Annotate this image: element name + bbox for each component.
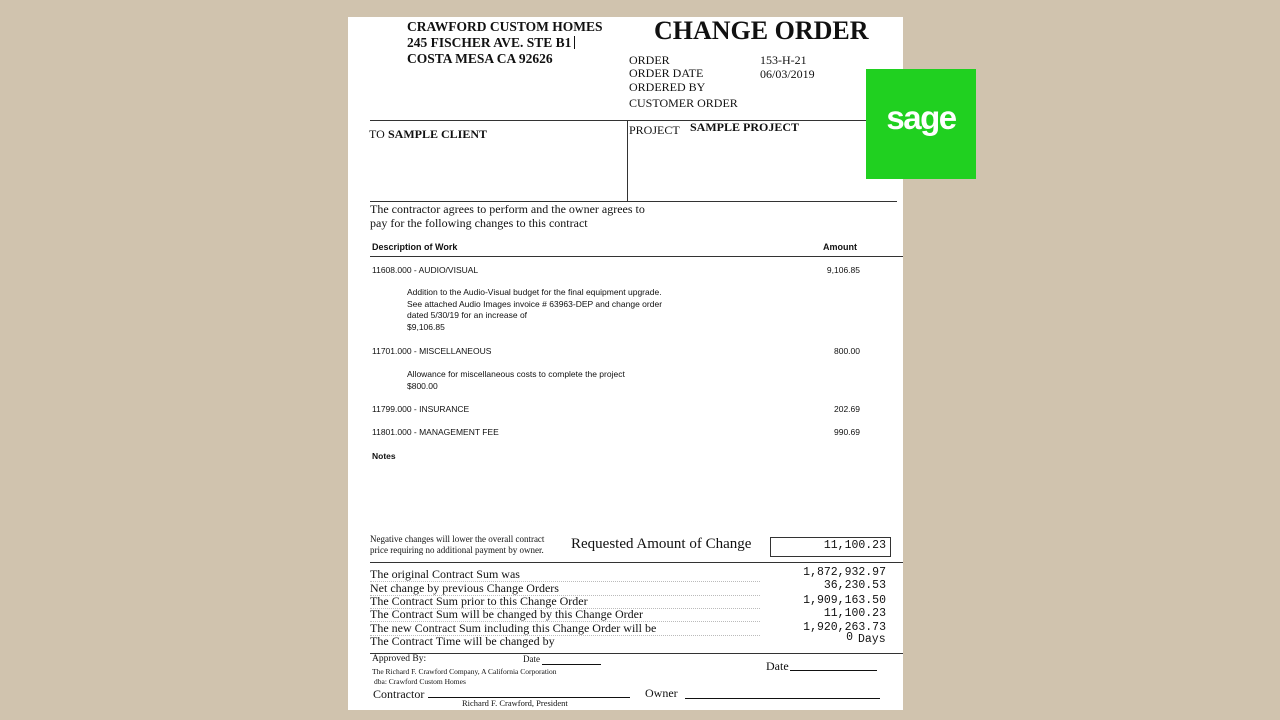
summary-value: 36,230.53 <box>823 579 886 592</box>
text-cursor <box>574 36 575 49</box>
company-street: 245 FISCHER AVE. STE B1 <box>407 35 572 50</box>
summary-value: 1,909,163.50 <box>803 594 886 607</box>
summary-label: The new Contract Sum including this Change Order will be <box>370 621 657 635</box>
item-detail: $9,106.85 <box>407 321 445 332</box>
summary-label: The Contract Sum will be changed by this Change Order <box>370 607 643 621</box>
approval-date-line <box>542 664 601 665</box>
contract-time-value: 0 <box>846 631 853 644</box>
to-client-name: SAMPLE CLIENT <box>388 127 488 141</box>
summary-value: 1,920,263.73 <box>803 621 886 634</box>
contractor-name: Richard F. Crawford, President <box>462 698 568 708</box>
item-detail: dated 5/30/19 for an increase of <box>407 310 528 320</box>
amount-column-header: Amount <box>823 242 857 252</box>
item-amount: 800.00 <box>834 346 860 356</box>
to-label: TO <box>369 127 385 141</box>
contractor-label: Contractor <box>373 687 425 701</box>
item-amount: 202.69 <box>834 404 860 414</box>
divider-line <box>370 653 903 654</box>
summary-label: The original Contract Sum was <box>370 567 520 581</box>
item-description: 11608.000 - AUDIO/VISUAL <box>372 265 479 275</box>
order-number: 153-H-21 <box>760 53 807 67</box>
item-detail: $800.00 <box>407 380 438 391</box>
negative-note-line-1: Negative changes will lower the overall contract <box>370 534 545 544</box>
company-dba: dba: Crawford Custom Homes <box>374 677 466 686</box>
order-date: 06/03/2019 <box>760 67 815 81</box>
order-date-label: ORDER DATE <box>629 66 704 80</box>
ordered-by-label: ORDERED BY <box>629 80 706 94</box>
notes-label: Notes <box>372 451 396 461</box>
company-legal-name: The Richard F. Crawford Company, A California Corporation <box>372 667 557 676</box>
item-description: 11801.000 - MANAGEMENT FEE <box>372 427 499 437</box>
negative-note-line-2: price requiring no additional payment by owner. <box>370 545 544 555</box>
project-name: SAMPLE PROJECT <box>690 120 800 134</box>
requested-amount-label: Requested Amount of Change <box>571 536 752 552</box>
owner-date-label: Date <box>766 659 789 673</box>
divider-line <box>370 562 903 563</box>
item-amount: 990.69 <box>834 427 860 437</box>
owner-signature-line <box>685 698 880 699</box>
item-amount: 9,106.85 <box>826 265 860 275</box>
description-column-header: Description of Work <box>372 242 458 252</box>
summary-value: 1,872,932.97 <box>803 566 886 579</box>
approved-by-label: Approved By: <box>372 654 427 664</box>
summary-label: Net change by previous Change Orders <box>370 581 559 595</box>
order-label: ORDER <box>629 53 670 67</box>
owner-label: Owner <box>645 686 678 700</box>
owner-date-line <box>790 670 877 671</box>
item-description: 11799.000 - INSURANCE <box>372 404 470 414</box>
company-city: COSTA MESA CA 92626 <box>407 51 553 66</box>
project-label: PROJECT <box>629 123 680 137</box>
contract-time-unit: Days <box>858 633 886 646</box>
document-title: CHANGE ORDER <box>654 17 869 45</box>
change-order-document <box>348 17 903 710</box>
company-name: CRAWFORD CUSTOM HOMES <box>407 19 603 34</box>
item-detail: Addition to the Audio-Visual budget for the final equipment upgrade. <box>407 287 662 297</box>
requested-amount-value: 11,100.23 <box>823 539 886 552</box>
approval-date-label: Date <box>523 654 540 664</box>
requested-amount-box <box>770 537 891 557</box>
agreement-line-1: The contractor agrees to perform and the owner agrees to <box>370 202 645 216</box>
item-description: 11701.000 - MISCELLANEOUS <box>372 346 492 356</box>
summary-label: The Contract Time will be changed by <box>370 634 555 648</box>
item-detail: Allowance for miscellaneous costs to complete the project <box>407 369 625 379</box>
customer-order-label: CUSTOMER ORDER <box>629 96 738 110</box>
table-header-line <box>370 256 903 257</box>
item-detail: See attached Audio Images invoice # 63963-DEP and change order <box>407 298 663 309</box>
divider-line <box>627 120 628 201</box>
summary-value: 11,100.23 <box>823 607 886 620</box>
sage-logo <box>866 69 976 179</box>
summary-label: The Contract Sum prior to this Change Order <box>370 594 588 608</box>
sage-logo-text: sage <box>886 99 956 136</box>
agreement-line-2: pay for the following changes to this contract <box>370 216 588 230</box>
divider-line <box>370 120 903 121</box>
